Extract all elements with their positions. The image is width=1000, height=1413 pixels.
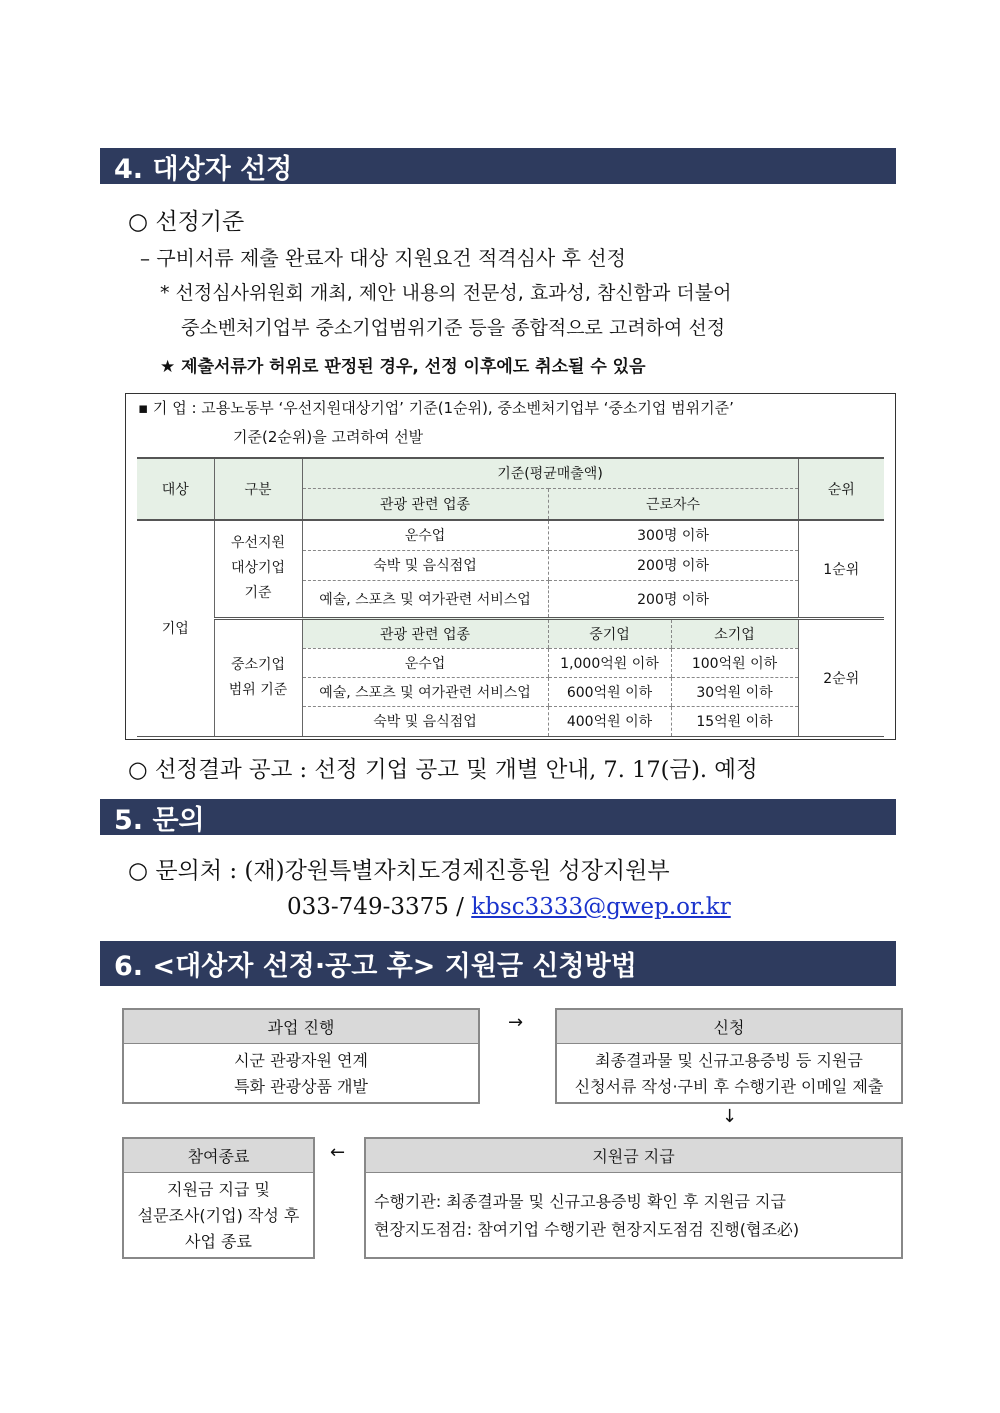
target-cell: 기업: [137, 520, 214, 736]
table-cell: 200명 이하: [548, 550, 798, 580]
contact-line: ○ 문의처 : (재)강원특별자치도경제진흥원 성장지원부: [128, 858, 670, 884]
group1-rank: 1순위: [798, 520, 884, 618]
flow-box-body: [124, 1044, 478, 1103]
flow-box-body: [124, 1173, 313, 1258]
table-cell: 예술, 스포츠 및 여가관련 서비스업: [302, 580, 548, 618]
flow-box-text: 지원금 지급 및: [167, 1179, 270, 1199]
criteria-star-line-2: 중소벤처기업부 중소기업범위기준 등을 종합적으로 고려하여 선정: [181, 317, 726, 339]
flow-box-head: 과업 진행: [124, 1010, 478, 1044]
flow-box-completion: [122, 1137, 315, 1259]
criteria-star-line-1: * 선정심사위원회 개최, 제안 내용의 전문성, 효과성, 참신함과 더불어: [160, 282, 732, 304]
section-4-title: 4. 대상자 선정: [114, 153, 293, 185]
criteria-box-line-2: 기준(2순위)을 고려하여 선발: [233, 428, 424, 446]
header-rank: 순위: [798, 458, 884, 520]
flow-box-body: [366, 1173, 901, 1258]
flow-box-head: 참여종료: [124, 1139, 313, 1173]
table-cell: 15억원 이하: [671, 706, 798, 736]
contact-email-link[interactable]: kbsc3333@gwep.or.kr: [471, 894, 731, 920]
header-industry: 관광 관련 업종: [302, 488, 548, 520]
flow-box-text: 사업 종료: [185, 1231, 252, 1251]
section-6-title: 6. <대상자 선정·공고 후> 지원금 신청방법: [114, 951, 637, 982]
flow-box-text: 시군 관광자원 연계: [234, 1050, 368, 1070]
group2-category: [214, 618, 302, 736]
flow-box-text: 설문조사(기업) 작성 후: [137, 1205, 300, 1225]
table-cell: 숙박 및 음식점업: [302, 550, 548, 580]
header-category: 구분: [214, 458, 302, 520]
group2-header-mid: 중기업: [548, 618, 671, 648]
table-cell: 300명 이하: [548, 520, 798, 550]
flow-box-task-progress: [122, 1008, 480, 1104]
table-cell: 운수업: [302, 520, 548, 550]
header-target: 대상: [137, 458, 214, 520]
header-criteria: 기준(평균매출액): [302, 458, 798, 488]
arrow-down-icon: ↓: [722, 1106, 738, 1127]
flow-box-head: 신청: [557, 1010, 901, 1044]
section-5-header: [100, 799, 896, 835]
group1-category-line-3: 기준: [244, 585, 272, 602]
section-6-header: [100, 941, 896, 986]
arrow-left-icon: ←: [330, 1142, 346, 1163]
criteria-box-line-1: ▪ 기 업 : 고용노동부 ‘우선지원대상기업’ 기준(1순위), 중소벤처기업부 ‘중소기업 범위기준’: [138, 399, 734, 417]
header-workers: 근로자수: [548, 488, 798, 520]
flow-box-application: [555, 1008, 903, 1104]
table-cell: 운수업: [302, 648, 548, 677]
section-4-header: [100, 148, 896, 184]
table-cell: 100억원 이하: [671, 648, 798, 677]
group1-category-line-2: 대상기업: [230, 560, 286, 577]
table-cell: 30억원 이하: [671, 677, 798, 706]
group1-category-line-1: 우선지원: [230, 535, 286, 552]
criteria-heading: ○ 선정기준: [128, 209, 245, 235]
selection-result-line: ○ 선정결과 공고 : 선정 기업 공고 및 개별 안내, 7. 17(금). 예정: [128, 757, 758, 783]
flow-box-text: 특화 관광상품 개발: [234, 1076, 368, 1096]
table-cell: 예술, 스포츠 및 여가관련 서비스업: [302, 677, 548, 706]
flow-box-head: 지원금 지급: [366, 1139, 901, 1173]
criteria-dash-line: – 구비서류 제출 완료자 대상 지원요건 적격심사 후 선정: [140, 246, 626, 270]
table-cell: 1,000억원 이하: [548, 648, 671, 677]
contact-phone-email: [287, 894, 731, 920]
flow-box-payment: [364, 1137, 903, 1259]
flow-box-body: [557, 1044, 901, 1103]
section-5-title: 5. 문의: [114, 804, 205, 836]
group2-rank: 2순위: [798, 618, 884, 736]
flow-box-text: 수행기관: 최종결과물 및 신규고용증빙 확인 후 지원금 지급: [374, 1191, 786, 1211]
selection-criteria-table: [137, 457, 884, 737]
group2-category-line-2: 범위 기준: [228, 681, 288, 698]
group2-category-line-1: 중소기업: [230, 656, 286, 673]
group1-category: [214, 520, 302, 618]
group2-header-small: 소기업: [671, 618, 798, 648]
false-document-warning: ★ 제출서류가 허위로 판정된 경우, 선정 이후에도 취소될 수 있음: [160, 357, 646, 377]
group2-header-industry: 관광 관련 업종: [302, 618, 548, 648]
contact-phone: 033-749-3375 /: [287, 894, 464, 920]
table-cell: 숙박 및 음식점업: [302, 706, 548, 736]
flow-box-text: 신청서류 작성·구비 후 수행기관 이메일 제출: [574, 1076, 884, 1096]
flow-box-text: 최종결과물 및 신규고용증빙 등 지원금: [595, 1050, 863, 1070]
table-cell: 400억원 이하: [548, 706, 671, 736]
arrow-right-icon: →: [508, 1012, 524, 1033]
table-cell: 600억원 이하: [548, 677, 671, 706]
flow-box-text: 현장지도점검: 참여기업 수행기관 현장지도점검 진행(협조必): [374, 1219, 800, 1239]
table-cell: 200명 이하: [548, 580, 798, 618]
